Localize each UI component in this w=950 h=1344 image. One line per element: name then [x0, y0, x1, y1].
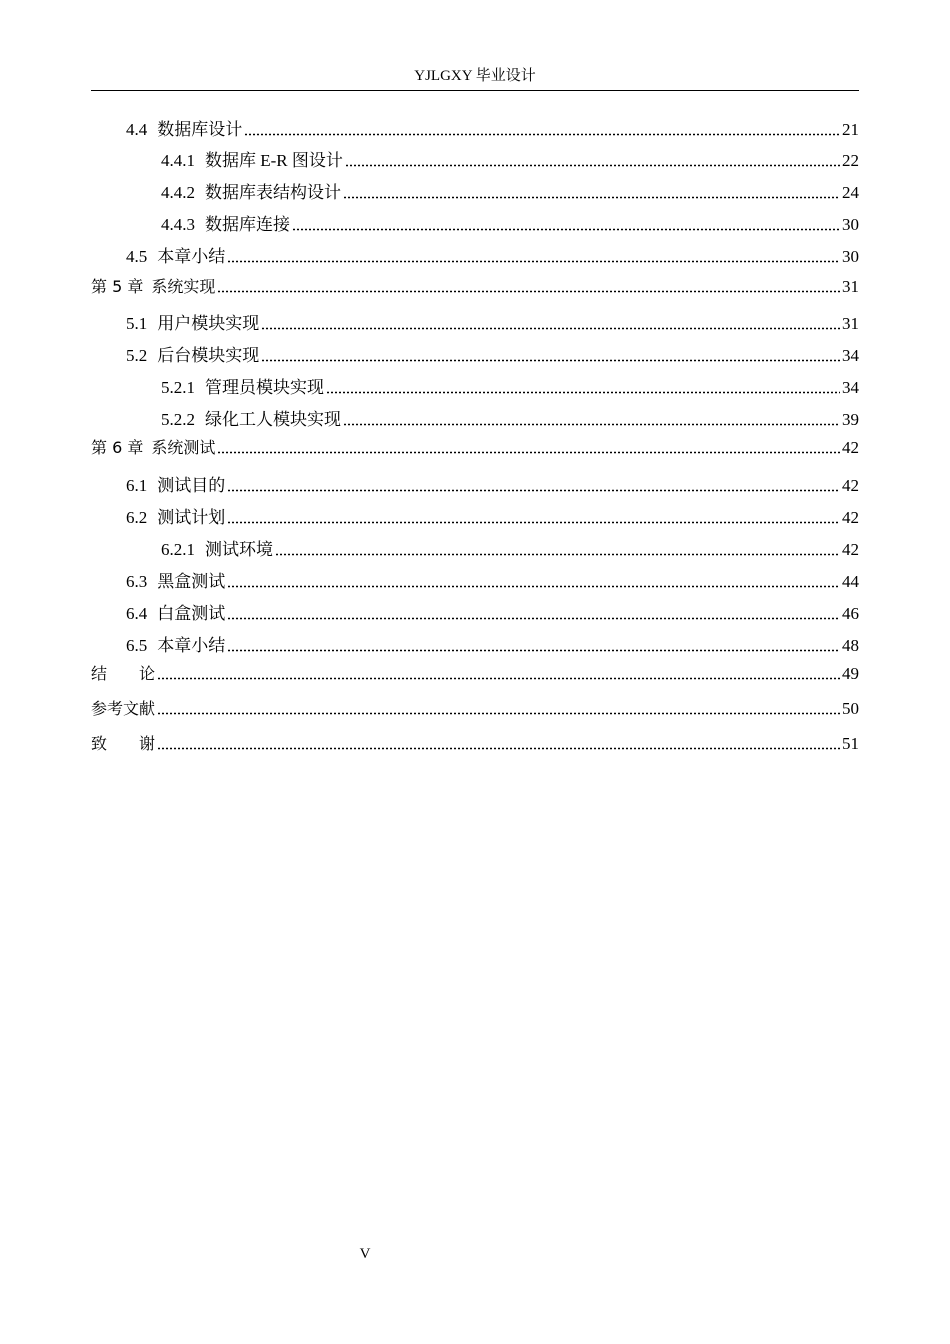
toc-dot-leader [345, 164, 840, 167]
toc-entry-page: 39 [842, 410, 859, 429]
toc-entry[interactable] [126, 344, 859, 366]
toc-entry-page: 42 [842, 508, 859, 527]
toc-entry-title: 数据库表结构设计 [205, 183, 341, 202]
toc-entry-page: 24 [842, 183, 859, 202]
toc-dot-leader [157, 747, 840, 750]
toc-entry-number: 5.2.1 [161, 378, 195, 397]
toc-entry[interactable] [161, 213, 859, 235]
toc-entry[interactable] [161, 181, 859, 203]
toc-entry-page: 42 [842, 438, 859, 457]
toc-dot-leader [227, 585, 840, 588]
toc-entry-title: 测试计划 [157, 508, 226, 527]
toc-entry-number: 5.1 [126, 314, 148, 333]
toc-entry-page: 42 [842, 540, 859, 559]
toc-entry-page: 46 [842, 604, 859, 623]
toc-entry-page: 22 [842, 151, 859, 170]
toc-entry-number: 6.3 [126, 572, 148, 591]
toc-entry[interactable] [126, 245, 859, 267]
toc-entry-page: 34 [842, 346, 859, 365]
toc-entry[interactable] [161, 376, 859, 398]
toc-entry[interactable] [126, 312, 859, 334]
toc-chapter-entry[interactable] [91, 697, 859, 719]
page-footer [0, 1246, 950, 1263]
toc-dot-leader [217, 451, 840, 454]
toc-entry-number: 5.2.2 [161, 410, 195, 429]
toc-entry[interactable] [161, 408, 859, 430]
toc-chapter-entry[interactable] [91, 662, 859, 684]
toc-entry-number: 4.4.2 [161, 183, 195, 202]
toc-entry[interactable] [161, 149, 859, 171]
toc-entry-page: 42 [842, 476, 859, 495]
toc-dot-leader [227, 649, 840, 652]
toc-entry-number: 第 6 章 [91, 438, 144, 457]
toc-entry-title: 白盒测试 [157, 604, 226, 623]
toc-chapter-entry[interactable] [91, 436, 859, 458]
toc-dot-leader [261, 359, 840, 362]
toc-dot-leader [244, 133, 840, 136]
toc-entry-number: 6.5 [126, 636, 148, 655]
page-number: V [359, 1246, 371, 1262]
toc-dot-leader [227, 521, 840, 524]
toc-entry-title: 数据库设计 [157, 120, 243, 139]
toc-entry-page: 44 [842, 572, 859, 591]
toc-entry[interactable] [161, 538, 859, 560]
header-title: YJLGXY 毕业设计 [414, 68, 536, 84]
toc-entry-title: 后台模块实现 [157, 346, 260, 365]
toc-entry-page: 21 [842, 120, 859, 139]
toc-entry-title: 致 谢 [91, 734, 156, 753]
toc-dot-leader [292, 228, 840, 231]
toc-entry[interactable] [126, 570, 859, 592]
toc-entry-title: 黑盒测试 [157, 572, 226, 591]
toc-dot-leader [343, 196, 840, 199]
toc-entry[interactable] [126, 474, 859, 496]
toc-entry-number: 6.1 [126, 476, 148, 495]
toc-dot-leader [275, 553, 840, 556]
toc-entry-title: 绿化工人模块实现 [205, 410, 341, 429]
toc-dot-leader [326, 391, 840, 394]
toc-entry-page: 48 [842, 636, 859, 655]
toc-dot-leader [217, 290, 840, 293]
toc-entry-page: 31 [842, 314, 859, 333]
toc-entry-number: 第 5 章 [91, 277, 144, 296]
toc-entry-title: 用户模块实现 [157, 314, 260, 333]
toc-entry[interactable] [126, 634, 859, 656]
toc-entry-number: 5.2 [126, 346, 148, 365]
toc-dot-leader [261, 327, 840, 330]
toc-entry[interactable] [126, 602, 859, 624]
toc-entry-page: 51 [842, 734, 859, 753]
toc-entry-title: 结 论 [91, 664, 156, 683]
toc-dot-leader [343, 423, 840, 426]
toc-entry-page: 50 [842, 699, 859, 718]
toc-dot-leader [157, 712, 840, 715]
toc-entry-title: 本章小结 [157, 247, 226, 266]
toc-entry-title: 系统实现 [151, 277, 216, 296]
toc-entry-number: 4.4.1 [161, 151, 195, 170]
toc-entry[interactable] [126, 506, 859, 528]
toc-entry-title: 本章小结 [157, 636, 226, 655]
toc-entry-page: 30 [842, 215, 859, 234]
toc-entry-title: 参考文献 [91, 699, 156, 718]
toc-dot-leader [227, 617, 840, 620]
toc-entry-title: 管理员模块实现 [205, 378, 324, 397]
toc-entry-title: 数据库连接 [205, 215, 290, 234]
toc-entry-number: 4.4.3 [161, 215, 195, 234]
toc-entry-number: 6.4 [126, 604, 148, 623]
toc-chapter-entry[interactable] [91, 275, 859, 297]
toc-entry[interactable] [126, 118, 859, 140]
toc-entry-page: 30 [842, 247, 859, 266]
toc-entry-page: 34 [842, 378, 859, 397]
toc-entry-number: 4.5 [126, 247, 148, 266]
toc-entry-number: 6.2.1 [161, 540, 195, 559]
toc-entry-number: 6.2 [126, 508, 148, 527]
toc-entry-page: 49 [842, 664, 859, 683]
toc-entry-title: 测试环境 [205, 540, 273, 559]
toc-entry-title: 测试目的 [157, 476, 226, 495]
toc-entry-title: 系统测试 [151, 438, 216, 457]
toc-dot-leader [157, 677, 840, 680]
toc-dot-leader [227, 489, 840, 492]
page-header [91, 66, 859, 91]
toc-chapter-entry[interactable] [91, 732, 859, 754]
toc-entry-title: 数据库 E-R 图设计 [205, 151, 343, 170]
toc-entry-page: 31 [842, 277, 859, 296]
toc-entry-number: 4.4 [126, 120, 148, 139]
toc-dot-leader [227, 260, 840, 263]
